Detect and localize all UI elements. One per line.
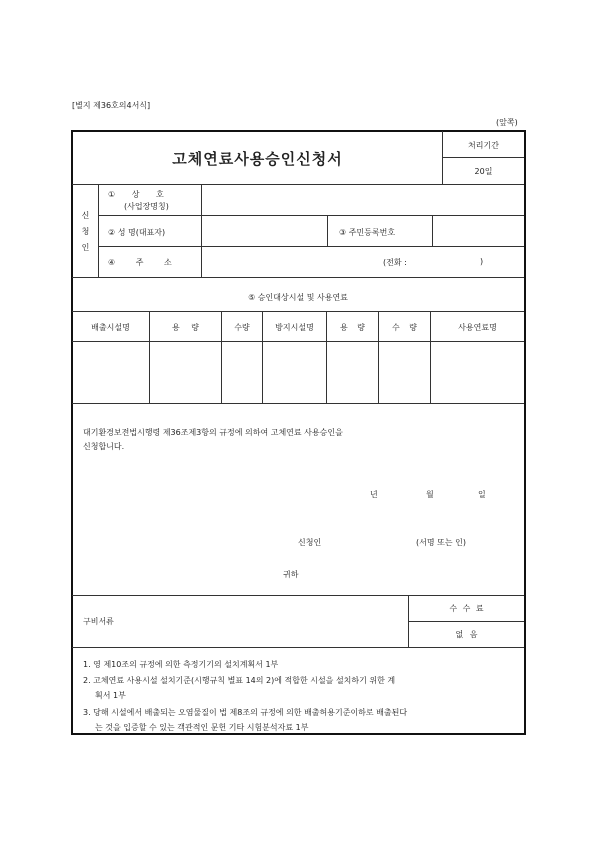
- prevention-quantity-field[interactable]: [380, 343, 429, 402]
- attachment-item-3: 3. 당해 시설에서 배출되는 오염물질이 법 제8조의 규정에 의한 배출허용기준이하로 배출된다: [83, 708, 408, 717]
- date-day-label: 일: [478, 490, 486, 499]
- applicant-signature-field[interactable]: [330, 530, 410, 550]
- column-header-quantity: 수량: [234, 323, 250, 332]
- capacity-field[interactable]: [151, 343, 220, 402]
- date-year-label: 년: [370, 490, 378, 499]
- representative-name-field[interactable]: [203, 217, 326, 244]
- processing-period-value: 20일: [474, 167, 493, 176]
- resident-number-label: ③ 주민등록번호: [339, 228, 396, 237]
- attachment-item-1: 1. 영 제10조의 규정에 의한 측정기기의 설치계획서 1부: [83, 660, 279, 669]
- phone-close-paren: ): [480, 257, 484, 266]
- fee-label: 수 수 료: [449, 604, 484, 613]
- address-field[interactable]: [203, 248, 378, 275]
- representative-name-label: ② 성 명(대표자): [108, 228, 166, 237]
- prevention-capacity-field[interactable]: [328, 343, 377, 402]
- form-title: 고체연료사용승인신청서: [172, 150, 343, 168]
- phone-field[interactable]: [425, 250, 477, 272]
- facility-section-title: ⑤ 승인대상시설 및 사용연료: [248, 293, 348, 302]
- attachment-item-2: 2. 고체연료 사용시설 설치기준(시행규칙 별표 14의 2)에 적합한 시설을 설치하기 위한 계: [83, 676, 396, 685]
- prevention-facility-field[interactable]: [264, 343, 325, 402]
- phone-label: (전화 :: [383, 258, 407, 267]
- column-header-prevention-quantity: 수 량: [392, 323, 417, 332]
- date-month-label: 월: [426, 490, 434, 499]
- quantity-field[interactable]: [223, 343, 261, 402]
- fuel-name-field[interactable]: [432, 343, 523, 402]
- emission-facility-field[interactable]: [73, 343, 148, 402]
- business-name-sublabel: (사업장명칭): [124, 202, 169, 211]
- processing-period-label: 처리기간: [468, 141, 499, 150]
- applicant-group-label-1: 신: [81, 211, 90, 220]
- form-reference: [별지 제36호의4서식]: [72, 101, 151, 110]
- addressee-label: 귀하: [283, 570, 299, 579]
- column-header-fuel-name: 사용연료명: [458, 323, 497, 332]
- fee-value: 없 음: [455, 630, 478, 639]
- business-name-field[interactable]: [203, 186, 523, 214]
- business-name-label: ① 상 호: [108, 190, 164, 199]
- attachment-item-2-continued: 획서 1부: [95, 691, 126, 700]
- applicant-group-label-3: 인: [81, 243, 90, 252]
- required-documents-label: 구비서류: [83, 617, 114, 626]
- statement-line-1: 대기환경보전법시행령 제36조제3항의 규정에 의하여 고체연료 사용승인을: [83, 428, 343, 437]
- applicant-signature-label: 신청인: [298, 538, 322, 547]
- column-header-emission-facility: 배출시설명: [91, 323, 130, 332]
- attachment-item-3-continued: 는 것을 입증할 수 있는 객관적인 문헌 기타 시험분석자료 1부: [95, 723, 309, 732]
- signature-or-seal-label: (서명 또는 인): [416, 538, 466, 547]
- column-header-prevention-facility: 방지시설명: [275, 323, 314, 332]
- address-label: ④ 주 소: [108, 258, 172, 267]
- column-header-capacity: 용 량: [172, 323, 199, 332]
- resident-number-field[interactable]: [434, 217, 523, 244]
- statement-line-2: 신청합니다.: [83, 442, 125, 451]
- column-header-prevention-capacity: 용 량: [340, 323, 365, 332]
- page-side-label: (앞쪽): [496, 118, 518, 127]
- applicant-group-label-2: 청: [81, 227, 90, 236]
